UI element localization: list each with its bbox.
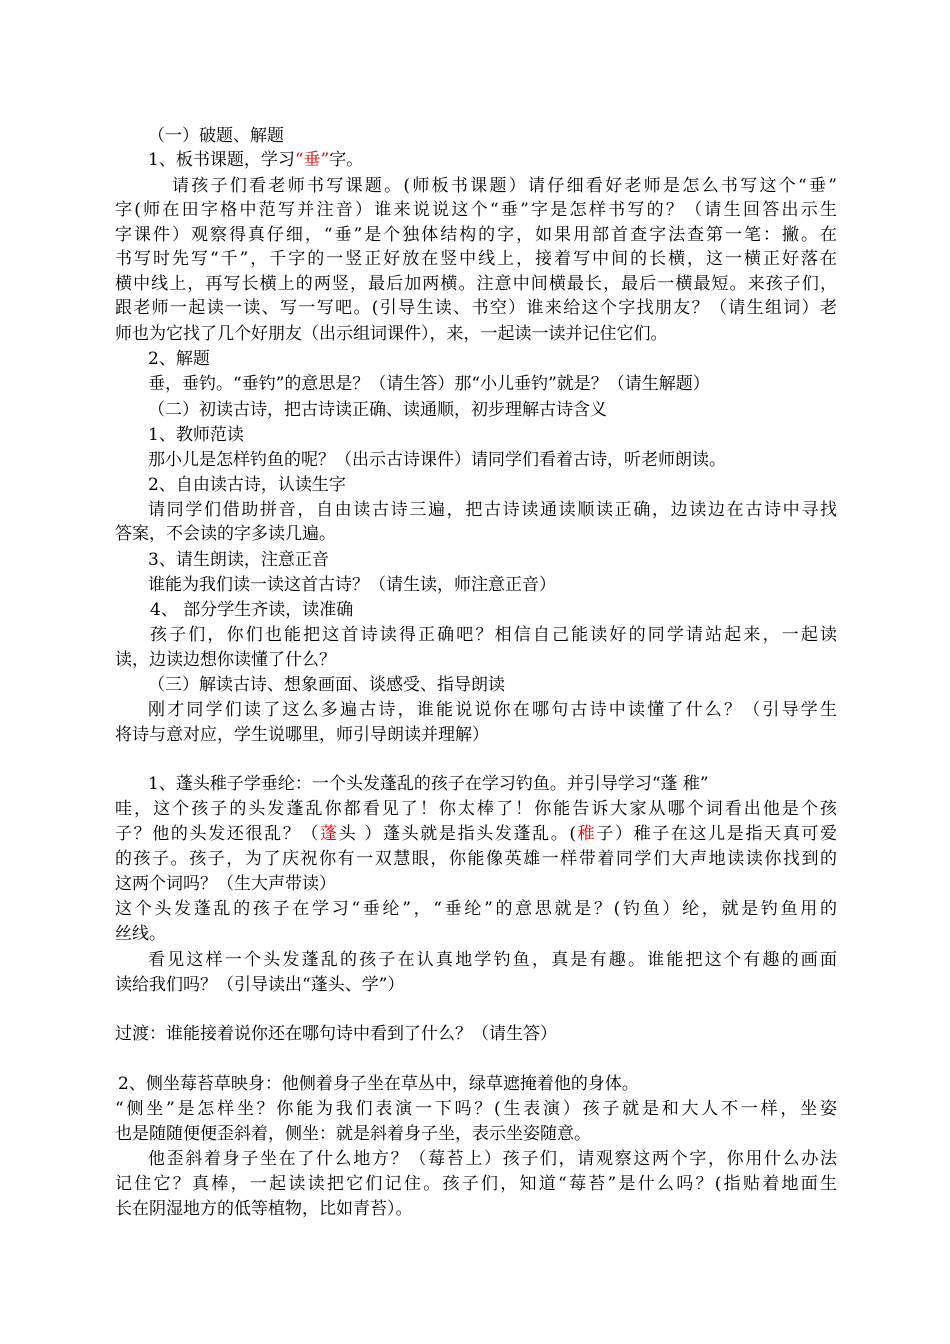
subheading-free-reading: 2、自由读古诗，认读生字 — [148, 475, 346, 495]
paragraph-line: “侧坐”是怎样坐？你能为我们表演一下吗？(生表演）孩子就是和大人不一样，坐姿 — [115, 1099, 837, 1119]
paragraph-line: 长在阴湿地方的低等植物，比如青苔）。 — [115, 1199, 413, 1219]
paragraph-line: 看见这样一个头发蓬乱的孩子在认真地学钓鱼，真是有趣。谁能把这个有趣的画面 — [148, 950, 837, 970]
paragraph-line: 谁能为我们读一读这首古诗？（请生读，师注意正音） — [148, 575, 556, 595]
paragraph-line: 那小儿是怎样钓鱼的呢？（出示古诗课件）请同学们看着古诗，听老师朗读。 — [148, 450, 726, 470]
paragraph-line: 记住它？真棒，一起读读把它们记住。孩子们，知道“莓苔”是什么吗？(指贴着地面生 — [115, 1174, 837, 1194]
paragraph-line: 将诗与意对应，学生说哪里，师引导朗读并理解） — [115, 725, 489, 745]
paragraph-line: 刚才同学们读了这么多遍古诗，谁能说说你在哪句古诗中读懂了什么？（引导学生 — [148, 700, 837, 720]
paragraph-line: 也是随随便便歪斜着，侧坐：就是斜着身子坐，表示坐姿随意。 — [115, 1124, 591, 1144]
section-heading-1: （一）破题、解题 — [148, 126, 284, 146]
paragraph-line: 这个头发蓬乱的孩子在学习“垂纶”，“垂纶”的意思就是？(钓鱼）纶，就是钓鱼用的 — [115, 899, 837, 919]
paragraph-line: 这两个词吗？（生大声带读） — [115, 874, 336, 894]
text-run: 1、板书课题，学习 — [148, 150, 295, 170]
paragraph-line: 哇，这个孩子的头发蓬乱你都看见了！你太棒了！你能告诉大家从哪个词看出他是个孩 — [115, 799, 837, 819]
subheading-teacher-reading: 1、教师范读 — [148, 425, 244, 445]
subheading-board-title — [148, 148, 363, 172]
paragraph-line: 字(师在田字格中范写并注音）谁来说说这个“垂”字是怎样书写的？（请生回答出示生 — [115, 200, 837, 220]
transition-line: 过渡：谁能接着说你还在哪句诗中看到了什么？（请生答） — [115, 1024, 557, 1044]
paragraph-line: 读，边读边想你读懂了什么？ — [115, 650, 336, 670]
paragraph-line: 书写时先写“千”，千字的一竖正好放在竖中线上，接着写中间的长横，这一横正好落在 — [115, 249, 837, 269]
text-run: 字。 — [329, 150, 364, 170]
highlight-chui: “垂” — [294, 150, 330, 170]
text-run: 子？他的头发还很乱？（ — [115, 824, 321, 844]
section-heading-3: （三）解读古诗、想象画面、谈感受、指导朗读 — [148, 675, 505, 695]
poem-line-heading-1: 1、蓬头稚子学垂纶：一个头发蓬乱的孩子在学习钓鱼。并引导学习“蓬 稚” — [148, 774, 709, 794]
paragraph-line: 横中线上，再写长横上的两竖，最后加两横。注意中间横最长，最后一横最短。来孩子们， — [115, 274, 837, 294]
highlight-peng: 蓬 — [320, 824, 339, 844]
poem-line-heading-2: 2、侧坐莓苔草映身：他侧着身子坐在草丛中，绿草遮掩着他的身体。 — [118, 1074, 639, 1094]
paragraph-line: 师也为它找了几个好朋友（出示组词课件），来，一起读一读并记住它们。 — [115, 324, 668, 344]
paragraph-line: 答案，不会读的字多读几遍。 — [115, 524, 336, 544]
paragraph-line: 孩子们，你们也能把这首诗读得正确吧？相信自己能读好的同学请站起来，一起读 — [150, 625, 837, 645]
text-run: 头 ）蓬头就是指头发蓬乱。( — [338, 824, 577, 844]
section-heading-2: （二）初读古诗，把古诗读正确、读通顺，初步理解古诗含义 — [148, 400, 607, 420]
paragraph-line: 字课件）观察得真仔细，“垂”是个独体结构的字，如果用部首查字法查第一笔：撇。在 — [115, 225, 837, 245]
paragraph-line: 垂，垂钓。“垂钓”的意思是？（请生答）那“小儿垂钓”就是？（请生解题） — [148, 374, 710, 394]
subheading-read-aloud: 3、请生朗读，注意正音 — [148, 550, 329, 570]
highlight-zhi: 稚 — [576, 824, 597, 844]
paragraph-line: 的孩子。孩子，为了庆祝你有一双慧眼，你能像英雄一样带着同学们大声地读读你找到的 — [115, 849, 837, 869]
paragraph-line: 他歪斜着身子坐在了什么地方？（莓苔上）孩子们，请观察这两个字，你用什么办法 — [148, 1149, 837, 1169]
subheading-group-reading: 4、 部分学生齐读，读准确 — [150, 600, 354, 620]
paragraph-line: 跟老师一起读一读、写一写吧。(引导生读、书空）谁来给这个字找朋友？（请生组词）老 — [115, 298, 837, 318]
paragraph-line: 丝线。 — [115, 924, 166, 944]
text-run: 子）稚子在这儿是指天真可爱 — [596, 824, 838, 844]
paragraph-line: 请同学们借助拼音，自由读古诗三遍，把古诗读通读顺读正确，边读边在古诗中寻找 — [148, 500, 837, 520]
paragraph-line: 读给我们吗？（引导读出“蓬头、学”） — [115, 975, 405, 995]
paragraph-line-highlighted — [115, 822, 837, 846]
paragraph-line: 请孩子们看老师书写课题。(师板书课题）请仔细看好老师是怎么书写这个“垂” — [172, 176, 837, 196]
subheading-title-explain: 2、解题 — [148, 349, 210, 369]
